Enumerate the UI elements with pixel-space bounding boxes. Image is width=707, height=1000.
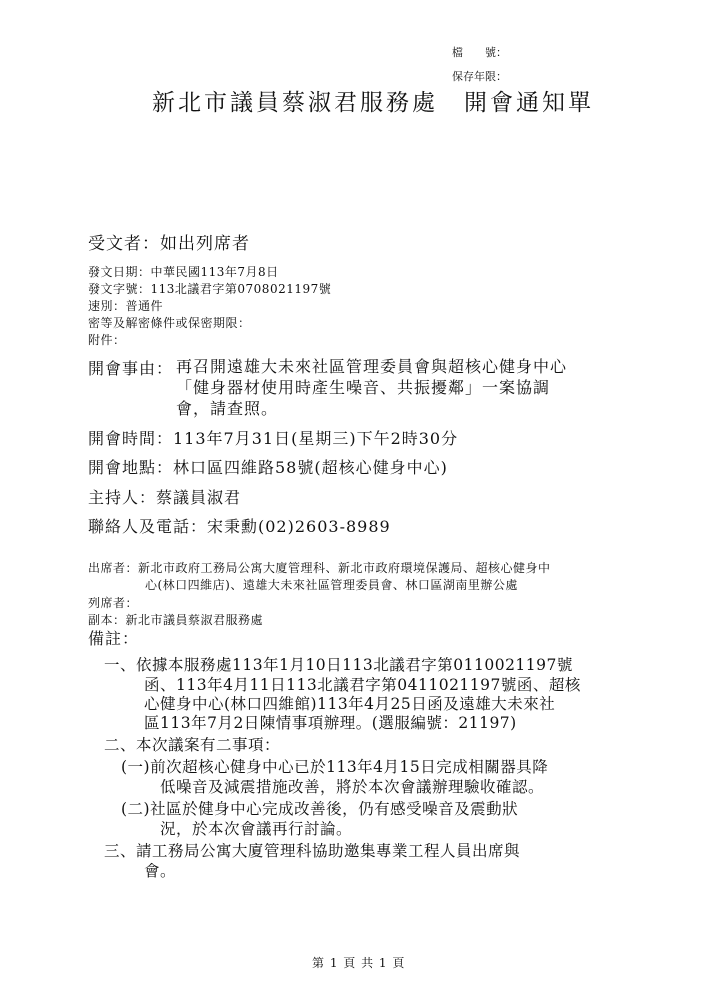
note-item-2-1-line: (一)前次超核心健身中心已於113年4月15日完成相關器具降	[121, 758, 549, 776]
meeting-reason-line: 「健身器材使用時產生噪音、共振擾鄰」一案協調	[176, 378, 551, 397]
document-title: 新北市議員蔡淑君服務處 開會通知單	[152, 90, 594, 116]
note-item-3-line: 三、請工務局公寓大廈管理科協助邀集專業工程人員出席與	[104, 842, 521, 860]
meeting-place: 開會地點：林口區四維路58號(超核心健身中心)	[88, 458, 448, 477]
note-item-1-line: 心健身中心(林口四維館)113年4月25日函及遠雄大未來社	[144, 695, 556, 713]
note-item-1-line: 函、113年4月11日113北議君字第0411021197號函、超核	[144, 676, 581, 694]
meeting-reason-label: 開會事由：	[88, 359, 174, 378]
note-item-2-2-line: (二)社區於健身中心完成改善後，仍有感受噪音及震動狀	[121, 800, 519, 818]
file-number-label: 檔 號：	[452, 46, 507, 59]
page-number: 第 1 頁 共 1 頁	[312, 956, 406, 970]
note-item-1-line: 區113年7月2日陳情事項辦理。(選服編號：21197)	[144, 714, 517, 732]
delivery-speed: 速別：普通件	[88, 299, 164, 313]
meeting-host: 主持人：蔡議員淑君	[88, 488, 242, 507]
document-number: 發文字號：113北議君字第0708021197號	[88, 282, 332, 296]
retention-period-label: 保存年限：	[452, 70, 507, 83]
issue-date: 發文日期：中華民國113年7月8日	[88, 265, 279, 279]
attendees-line-continued: 心(林口四維店)、遠雄大未來社區管理委員會、林口區湖南里辦公處	[145, 578, 518, 592]
note-item-2-2-line: 況，於本次會議再行討論。	[160, 820, 353, 838]
meeting-reason-line: 會，請查照。	[176, 399, 279, 418]
note-item-2-1-line: 低噪音及減震措施改善，將於本次會議辦理驗收確認。	[160, 778, 545, 796]
observers-line: 列席者：	[88, 596, 139, 610]
attendees-line: 出席者：新北市政府工務局公寓大廈管理科、新北市政府環境保護局、超核心健身中	[88, 561, 551, 575]
meeting-contact: 聯絡人及電話：宋秉勳(02)2603-8989	[88, 517, 391, 536]
attachment-line: 附件：	[88, 333, 126, 347]
note-item-2: 二、本次議案有二事項：	[104, 736, 281, 754]
note-item-1-line: 一、依據本服務處113年1月10日113北議君字第0110021197號	[104, 656, 573, 674]
note-item-3-line: 會。	[144, 862, 177, 880]
meeting-reason-body	[176, 356, 631, 419]
recipient-line: 受文者：如出列席者	[88, 234, 250, 254]
notes-heading: 備註：	[88, 629, 140, 648]
copy-line: 副本：新北市議員蔡淑君服務處	[88, 613, 264, 627]
meeting-reason-line: 再召開遠雄大未來社區管理委員會與超核心健身中心	[176, 357, 568, 376]
meeting-time: 開會時間：113年7月31日(星期三)下午2時30分	[88, 429, 459, 448]
secrecy-level: 密等及解密條件或保密期限：	[88, 316, 251, 330]
